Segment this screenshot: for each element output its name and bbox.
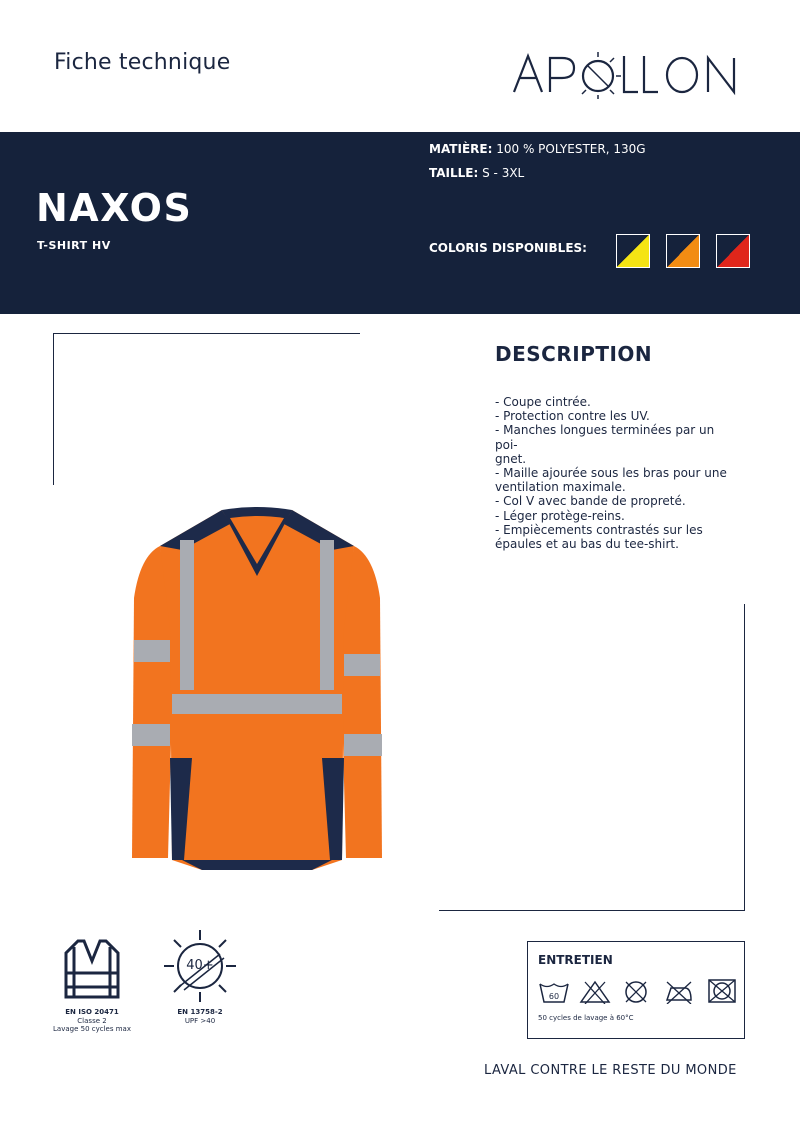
no-tumble-dry-icon	[706, 978, 738, 1004]
cert-upf: UPF >40	[184, 1016, 216, 1025]
wash-temp: 60	[548, 992, 560, 1001]
frame-line-left	[53, 333, 54, 485]
color-swatch-orange	[666, 234, 700, 268]
spec-material	[429, 142, 646, 156]
description-item: - Protection contre les UV.	[495, 409, 650, 424]
care-title: ENTRETIEN	[538, 953, 613, 967]
cert-standard-1: EN ISO 20471	[65, 1008, 119, 1016]
cert-en-iso-20471	[46, 1008, 138, 1034]
product-shirt-image	[122, 498, 392, 878]
description-item: - Maille ajourée sous les bras pour une	[495, 466, 727, 481]
description-item: ventilation maximale.	[495, 480, 626, 495]
frame-line-top	[53, 333, 360, 334]
frame-line-right	[744, 604, 745, 911]
frame-line-bottom	[439, 910, 745, 911]
colors-label: COLORIS DISPONIBLES:	[429, 241, 587, 255]
no-iron-icon	[663, 980, 695, 1004]
wash-60-icon	[538, 980, 570, 1004]
description-item: - Léger protège-reins.	[495, 508, 625, 523]
material-label: MATIÈRE:	[429, 142, 493, 156]
spec-size	[429, 166, 524, 180]
document-type: Fiche technique	[54, 50, 231, 75]
description-list	[495, 395, 740, 551]
description-item: - Manches longues terminées par un poi-	[495, 423, 715, 452]
upf-badge-value: 40+	[186, 958, 214, 973]
cert-class: Classe 2	[77, 1016, 107, 1025]
description-item: - Col V avec bande de propreté.	[495, 494, 686, 509]
description-item: - Coupe cintrée.	[495, 395, 591, 409]
footer-slogan: LAVAL CONTRE LE RESTE DU MONDE	[484, 1063, 737, 1078]
product-name: NAXOS	[36, 186, 193, 230]
cert-wash: Lavage 50 cycles max	[53, 1025, 131, 1033]
no-dry-clean-icon	[620, 979, 652, 1005]
brand-text: APOLLON	[512, 46, 517, 47]
material-value: 100 % POLYESTER, 130G	[496, 142, 646, 156]
color-swatch-red	[716, 234, 750, 268]
cert-standard-2: EN 13758-2	[177, 1008, 223, 1016]
apollon-logo	[512, 46, 752, 100]
vest-icon	[60, 937, 124, 1001]
no-bleach-icon	[579, 980, 611, 1004]
description-title: DESCRIPTION	[495, 342, 653, 366]
size-label: TAILLE:	[429, 166, 479, 180]
description-item: épaules et au bas du tee-shirt.	[495, 537, 679, 552]
color-swatch-yellow	[616, 234, 650, 268]
sun-upf-icon	[160, 926, 240, 1006]
care-note: 50 cycles de lavage à 60°C	[538, 1014, 634, 1022]
description-item: gnet.	[495, 451, 527, 466]
description-item: - Empiècements contrastés sur les	[495, 522, 703, 537]
size-value: S - 3XL	[482, 166, 525, 180]
cert-en-13758	[156, 1008, 244, 1025]
product-subtitle: T-SHIRT HV	[37, 239, 111, 252]
